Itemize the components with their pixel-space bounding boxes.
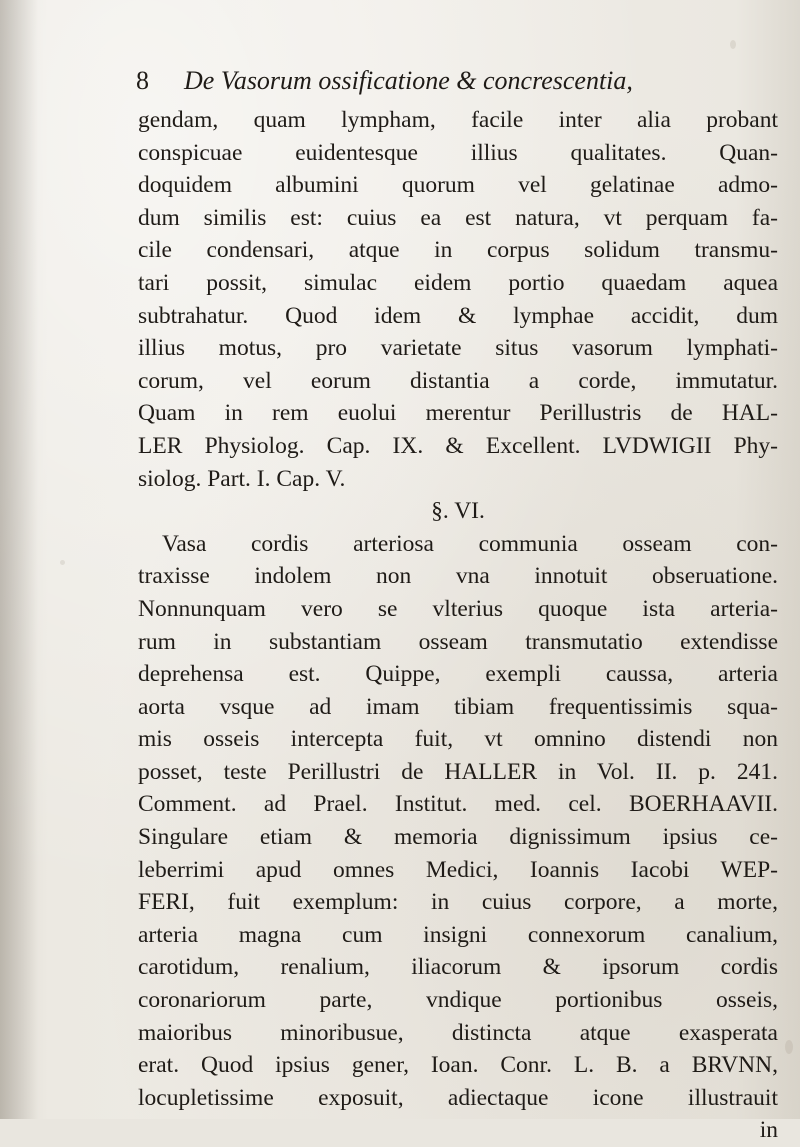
text-line: traxisse indolem non vna innotuit obseruatione. — [138, 563, 778, 590]
text-line: illius motus, pro varietate situs vasorum lymphati- — [138, 335, 778, 362]
text-line: carotidum, renalium, iliacorum & ipsorum cordis — [138, 954, 778, 981]
text-line: Nonnunquam vero se vlterius quoque ista arteria- — [138, 595, 778, 622]
text-line: subtrahatur. Quod idem & lymphae accidit, dum — [138, 302, 778, 329]
text-line: posset, teste Perillustri de HALLER in Vol. II. p. 241. — [138, 758, 778, 785]
text-line: FERI, fuit exemplum: in cuius corpore, a morte, — [138, 889, 778, 916]
text-line: corum, vel eorum distantia a corde, immutatur. — [138, 367, 778, 394]
text-line: dum similis est: cuius ea est natura, vt perquam fa- — [138, 204, 778, 231]
text-line: Vasa cordis arteriosa communia osseam con- — [162, 530, 778, 557]
text-line: LER Physiolog. Cap. IX. & Excellent. LVDWIGII Phy- — [138, 432, 778, 459]
text-line: maioribus minoribusue, distincta atque exasperata — [138, 1019, 778, 1046]
text-line: Singulare etiam & memoria dignissimum ipsius ce- — [138, 824, 778, 851]
text-line: tari possit, simulac eidem portio quaedam aquea — [138, 269, 778, 296]
text-line: conspicuae euidentesque illius qualitates. Quan- — [138, 139, 778, 166]
text-line: coronariorum parte, vndique portionibus osseis, — [138, 987, 778, 1014]
body-text — [138, 104, 778, 1147]
page-number: 8 — [136, 66, 149, 95]
text-line: locupletissime exposuit, adiectaque icone illustrauit — [138, 1084, 778, 1111]
text-line: cile condensari, atque in corpus solidum transmu- — [138, 237, 778, 264]
text-line: deprehensa est. Quippe, exempli caussa, arteria — [138, 661, 778, 688]
section-heading: §. VI. — [431, 498, 485, 525]
spine-shadow — [0, 0, 38, 1119]
text-line: doquidem albumini quorum vel gelatinae admo- — [138, 172, 778, 199]
text-line: Quam in rem euolui merentur Perillustris de HAL- — [138, 400, 778, 427]
catchword: in — [759, 1117, 778, 1144]
running-head — [136, 66, 776, 106]
text-line: rum in substantiam osseam transmutatio extendisse — [138, 628, 778, 655]
text-line: aorta vsque ad imam tibiam frequentissimis squa- — [138, 693, 778, 720]
text-line: gendam, quam lympham, facile inter alia probant — [138, 107, 778, 133]
paper-stain — [730, 40, 736, 49]
running-title: De Vasorum ossificatione & concrescentia, — [184, 66, 633, 95]
text-line: Comment. ad Prael. Institut. med. cel. BOERHAAVII. — [138, 791, 778, 818]
paper-stain — [785, 1040, 793, 1054]
text-line: siolog. Part. I. Cap. V. — [138, 465, 346, 492]
paper-stain — [60, 560, 65, 565]
text-line: leberrimi apud omnes Medici, Ioannis Iacobi WEP- — [138, 856, 778, 883]
text-line: arteria magna cum insigni connexorum canalium, — [138, 921, 778, 948]
text-line: mis osseis intercepta fuit, vt omnino distendi non — [138, 726, 778, 753]
text-line: erat. Quod ipsius gener, Ioan. Conr. L. B. a BRVNN, — [138, 1052, 778, 1079]
